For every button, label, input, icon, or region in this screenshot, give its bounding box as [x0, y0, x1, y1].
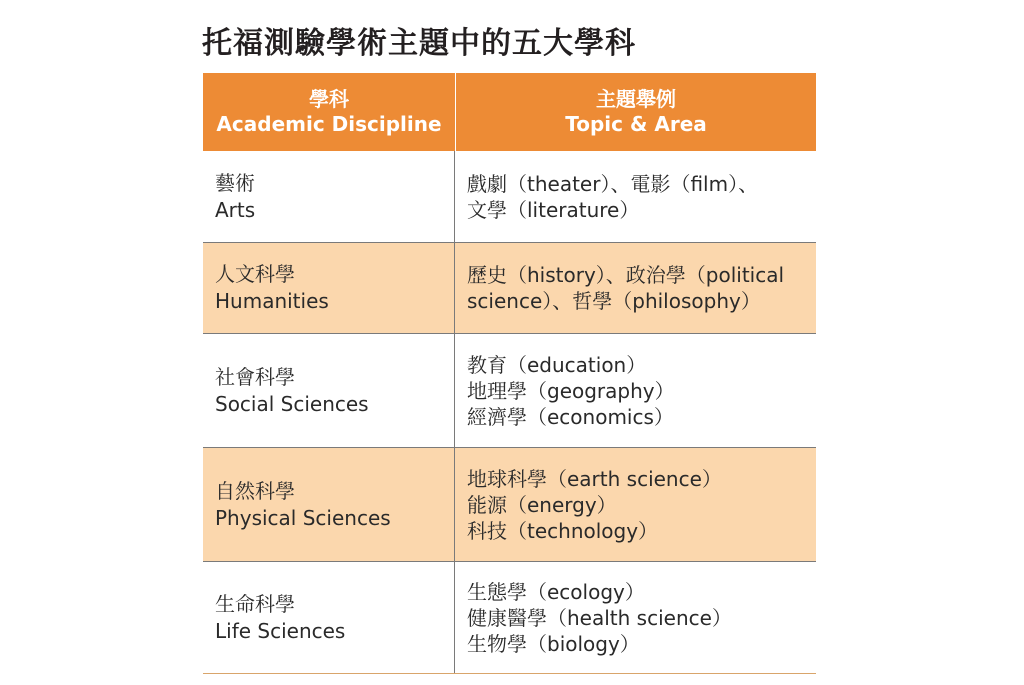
topic-line: science）、哲學（philosophy）: [467, 289, 761, 313]
table-row: [203, 243, 816, 334]
page-title: 托福測驗學術主題中的五大學科: [202, 26, 636, 61]
header-topic-zh: 主題舉例: [596, 87, 676, 111]
topic-cell: [455, 151, 816, 242]
topic-cell: [455, 243, 816, 333]
discipline-en: Social Sciences: [215, 391, 369, 416]
topic-cell: [455, 562, 816, 673]
disciplines-table: [203, 73, 816, 674]
discipline-zh: 社會科學: [215, 364, 295, 389]
discipline-cell: [203, 448, 455, 561]
discipline-zh: 人文科學: [215, 262, 295, 286]
topic-line: 歷史（history）、政治學（political: [467, 263, 785, 287]
topic-line: 經濟學（economics）: [467, 404, 674, 429]
header-discipline: [203, 73, 456, 151]
table-header: [203, 73, 816, 151]
discipline-cell: [203, 334, 455, 447]
header-topic: [456, 73, 816, 151]
topic-line: 生物學（biology）: [467, 631, 640, 656]
topic-cell: [455, 448, 816, 561]
topic-line: 生態學（ecology）: [467, 579, 645, 604]
topic-line: 科技（technology）: [467, 518, 659, 543]
discipline-cell: [203, 151, 455, 242]
topic-line: 地理學（geography）: [467, 378, 675, 403]
topic-line: 教育（education）: [467, 352, 647, 377]
discipline-zh: 生命科學: [215, 591, 295, 616]
topic-line: 地球科學（earth science）: [467, 466, 722, 491]
header-discipline-zh: 學科: [309, 87, 349, 111]
topic-cell: [455, 334, 816, 447]
topic-line: 能源（energy）: [467, 492, 617, 517]
table-row: [203, 151, 816, 243]
discipline-en: Arts: [215, 197, 256, 222]
table-row: [203, 562, 816, 674]
header-discipline-en: Academic Discipline: [216, 112, 442, 136]
discipline-zh: 藝術: [215, 170, 255, 195]
topic-line: 文學（literature）: [467, 197, 640, 222]
topic-line: 健康醫學（health science）: [467, 605, 732, 630]
discipline-cell: [203, 243, 455, 333]
header-topic-en: Topic & Area: [565, 112, 707, 136]
topic-line: 戲劇（theater）、電影（film）、: [467, 171, 759, 196]
table-row: [203, 334, 816, 448]
discipline-en: Humanities: [215, 289, 329, 313]
table-row: [203, 448, 816, 562]
discipline-zh: 自然科學: [215, 478, 295, 503]
discipline-en: Life Sciences: [215, 618, 346, 643]
discipline-cell: [203, 562, 455, 673]
discipline-en: Physical Sciences: [215, 505, 391, 530]
